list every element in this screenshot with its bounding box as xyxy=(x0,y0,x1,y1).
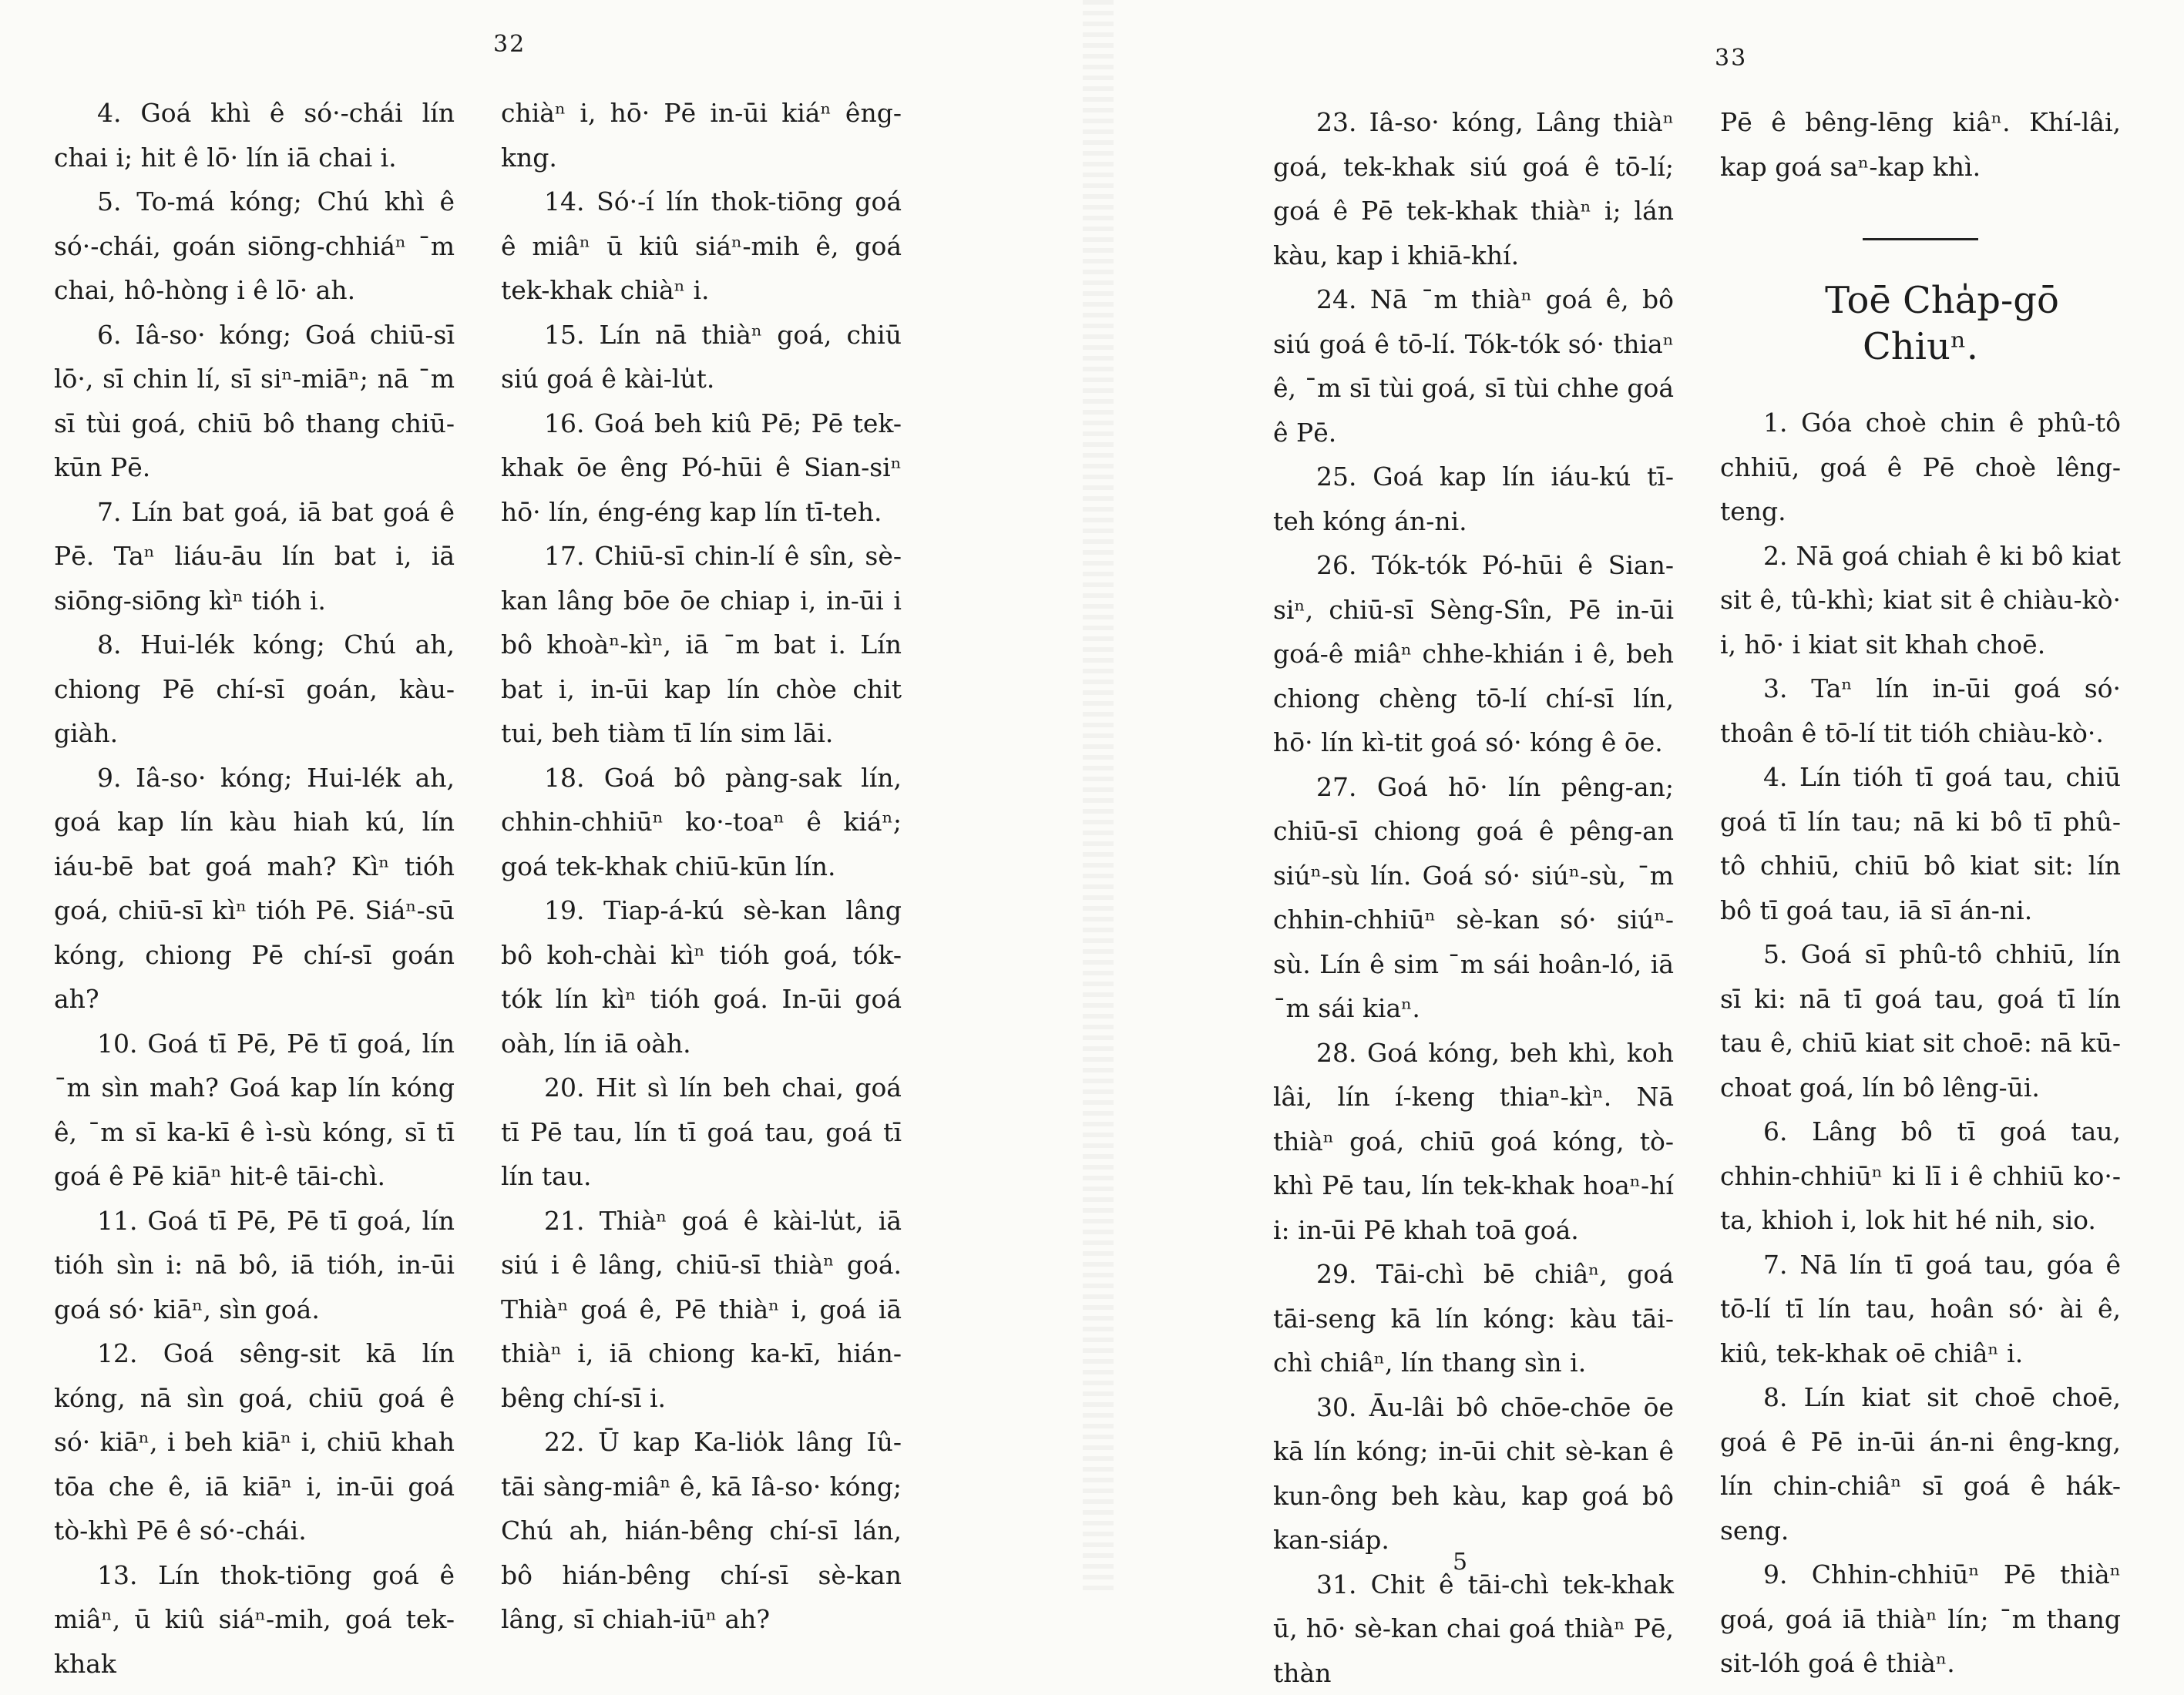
verse: 14. Só·-í lín thok-tiōng goá ê miâⁿ ū kiû siáⁿ-mih ê, goá tek-khak chiàⁿ i. xyxy=(501,180,902,313)
verse: 23. Iâ-so· kóng, Lâng thiàⁿ goá, tek-khak siú goá ê tō-lí; goá ê Pē tek-khak thiàⁿ i; lán kàu, kap i khiā-khí. xyxy=(1273,100,1674,277)
verse: 19. Tiap-á-kú sè-kan lâng bô koh-chài kìⁿ tióh goá, tók-tók lín kìⁿ tióh goá. In-ūi goá oàh, lín iā oàh. xyxy=(501,888,902,1066)
verse: 17. Chiū-sī chin-lí ê sîn, sè-kan lâng bōe ōe chiap i, in-ūi i bô khoàⁿ-kìⁿ, iā ˉm bat i. Lín bat i, in-ūi kap lín chòe chit tui, beh tiàm tī lín sim lāi. xyxy=(501,534,902,756)
right-page xyxy=(1092,0,2184,1596)
signature-mark: 5 xyxy=(1453,1549,1467,1576)
verse: 28. Goá kóng, beh khì, koh lâi, lín í-keng thiaⁿ-kìⁿ. Nā thiàⁿ goá, chiū goá kóng, tò-khì Pē tau, lín tek-khak hoaⁿ-hí i: in-ūi Pē khah toā goá. xyxy=(1273,1031,1674,1253)
verse: 30. Āu-lâi bô chōe-chōe ōe kā lín kóng; in-ūi chit sè-kan ê kun-ông beh kàu, kap goá bô kan-siáp. xyxy=(1273,1385,1674,1562)
left-column-1 xyxy=(54,91,455,1686)
verse: 16. Goá beh kiû Pē; Pē tek-khak ōe êng Pó-hūi ê Sian-siⁿ hō· lín, éng-éng kap lín tī-teh. xyxy=(501,401,902,535)
verse: 26. Tók-tók Pó-hūi ê Sian-siⁿ, chiū-sī Sèng-Sîn, Pē in-ūi goá-ê miâⁿ chhe-khián i ê, beh chiong chèng tō-lí chí-sī lín, hō· lín kì-tit goá só· kóng ê ōe. xyxy=(1273,543,1674,765)
verse: 5. To-má kóng; Chú khì ê só·-chái, goán siōng-chhiáⁿ ˉm chai, hô-hòng i ê lō· ah. xyxy=(54,180,455,313)
verse: 3. Taⁿ lín in-ūi goá só· thoân ê tō-lí tit tióh chiàu-kò·. xyxy=(1720,666,2121,755)
verse: 22. Ū kap Ka-lio̍k lâng Iû-tāi sàng-miâⁿ ê, kā Iâ-so· kóng; Chú ah, hián-bêng chí-sī lán, bô hián-bêng chí-sī sè-kan lâng, sī chiah-iūⁿ ah? xyxy=(501,1420,902,1642)
verse: 7. Lín bat goá, iā bat goá ê Pē. Taⁿ liáu-āu lín bat i, iā siōng-siōng kìⁿ tióh i. xyxy=(54,490,455,623)
verse: 11. Goá tī Pē, Pē tī goá, lín tióh sìn i: nā bô, iā tióh, in-ūi goá só· kiāⁿ, sìn goá. xyxy=(54,1199,455,1332)
verse: 31. Chit ê tāi-chì tek-khak ū, hō· sè-kan chai goá thiàⁿ Pē, thàn xyxy=(1273,1562,1674,1695)
right-column-2 xyxy=(1720,100,2121,1686)
verse: 10. Goá tī Pē, Pē tī goá, lín ˉm sìn mah? Goá kap lín kóng ê, ˉm sī ka-kī ê ì-sù kóng, sī tī goá ê Pē kiāⁿ hit-ê tāi-chì. xyxy=(54,1022,455,1199)
verse: 6. Lâng bô tī goá tau, chhin-chhiūⁿ ki lī i ê chhiū ko·-ta, khioh i, lok hit hé nih, sio. xyxy=(1720,1109,2121,1243)
verse-continuation: Pē ê bêng-lēng kiâⁿ. Khí-lâi, kap goá saⁿ-kap khì. xyxy=(1720,100,2121,189)
verse: 7. Nā lín tī goá tau, góa ê tō-lí tī lín tau, hoân só· ài ê, kiû, tek-khak oē chiâⁿ i. xyxy=(1720,1243,2121,1376)
verse: 9. Iâ-so· kóng; Hui-lék ah, goá kap lín kàu hiah kú, lín iáu-bē bat goá mah? Kìⁿ tióh goá, chiū-sī kìⁿ tióh Pē. Siáⁿ-sū kóng, chiong Pē chí-sī goán ah? xyxy=(54,756,455,1022)
page-number-left: 32 xyxy=(493,31,526,58)
verse: 12. Goá sêng-sit kā lín kóng, nā sìn goá, chiū goá ê só· kiāⁿ, i beh kiāⁿ i, chiū khah tōa che ê, iā kiāⁿ i, in-ūi goá tò-khì Pē ê só·-chái. xyxy=(54,1331,455,1553)
verse: 4. Goá khì ê só·-chái lín chai i; hit ê lō· lín iā chai i. xyxy=(54,91,455,180)
chapter-title: Toē Cha̍p-gō Chiuⁿ. xyxy=(1720,277,2121,370)
verse: 4. Lín tióh tī goá tau, chiū goá tī lín tau; nā ki bô tī phû-tô chhiū, chiū bô kiat sit: lín bô tī goá tau, iā sī án-ni. xyxy=(1720,755,2121,932)
verse: 5. Goá sī phû-tô chhiū, lín sī ki: nā tī goá tau, goá tī lín tau ê, chiū kiat sit choē: nā kū-choat goá, lín bô lêng-ūi. xyxy=(1720,932,2121,1109)
verse: 25. Goá kap lín iáu-kú tī-teh kóng án-ni. xyxy=(1273,455,1674,543)
verse: 6. Iâ-so· kóng; Goá chiū-sī lō·, sī chin lí, sī siⁿ-miāⁿ; nā ˉm sī tùi goá, chiū bô thang chiū-kūn Pē. xyxy=(54,313,455,490)
chapter-divider xyxy=(1863,238,1978,240)
verse: 15. Lín nā thiàⁿ goá, chiū siú goá ê kài-lu̍t. xyxy=(501,313,902,401)
verse: 2. Nā goá chiah ê ki bô kiat sit ê, tû-khì; kiat sit ê chiàu-kò· i, hō· i kiat sit khah choē. xyxy=(1720,534,2121,667)
verse: 13. Lín thok-tiōng goá ê miâⁿ, ū kiû siáⁿ-mih, goá tek-khak xyxy=(54,1553,455,1687)
verse-continuation: chiàⁿ i, hō· Pē in-ūi kiáⁿ êng-kng. xyxy=(501,91,902,180)
left-column-2 xyxy=(501,91,902,1642)
verse: 24. Nā ˉm thiàⁿ goá ê, bô siú goá ê tō-lí. Tók-tók só· thiaⁿ ê, ˉm sī tùi goá, sī tùi chhe goá ê Pē. xyxy=(1273,277,1674,455)
verse: 29. Tāi-chì bē chiâⁿ, goá tāi-seng kā lín kóng: kàu tāi-chì chiâⁿ, lín thang sìn i. xyxy=(1273,1252,1674,1385)
verse: 1. Góa choè chin ê phû-tô chhiū, goá ê Pē choè lêng-teng. xyxy=(1720,401,2121,534)
verse: 8. Hui-lék kóng; Chú ah, chiong Pē chí-sī goán, kàu-giàh. xyxy=(54,623,455,756)
page-number-right: 33 xyxy=(1715,45,1747,72)
verse: 9. Chhin-chhiūⁿ Pē thiàⁿ goá, goá iā thiàⁿ lín; ˉm thang sit-lóh goá ê thiàⁿ. xyxy=(1720,1552,2121,1686)
verse: 21. Thiàⁿ goá ê kài-lu̍t, iā siú i ê lâng, chiū-sī thiàⁿ goá. Thiàⁿ goá ê, Pē thiàⁿ i, goá iā thiàⁿ i, iā chiong ka-kī, hián-bêng chí-sī i. xyxy=(501,1199,902,1421)
verse: 27. Goá hō· lín pêng-an; chiū-sī chiong goá ê pêng-an siúⁿ-sù lín. Goá só· siúⁿ-sù, ˉm chhin-chhiūⁿ sè-kan só· siúⁿ-sù. Lín ê sim ˉm sái hoân-ló, iā ˉm sái kiaⁿ. xyxy=(1273,765,1674,1031)
right-column-1 xyxy=(1273,100,1674,1695)
verse: 20. Hit sì lín beh chai, goá tī Pē tau, lín tī goá tau, goá tī lín tau. xyxy=(501,1066,902,1199)
verse: 8. Lín kiat sit choē choē, goá ê Pē in-ūi án-ni êng-kng, lín chin-chiâⁿ sī goá ê hák-seng. xyxy=(1720,1375,2121,1552)
left-page xyxy=(0,0,1092,1596)
verse: 18. Goá bô pàng-sak lín, chhin-chhiūⁿ ko·-toaⁿ ê kiáⁿ; goá tek-khak chiū-kūn lín. xyxy=(501,756,902,889)
